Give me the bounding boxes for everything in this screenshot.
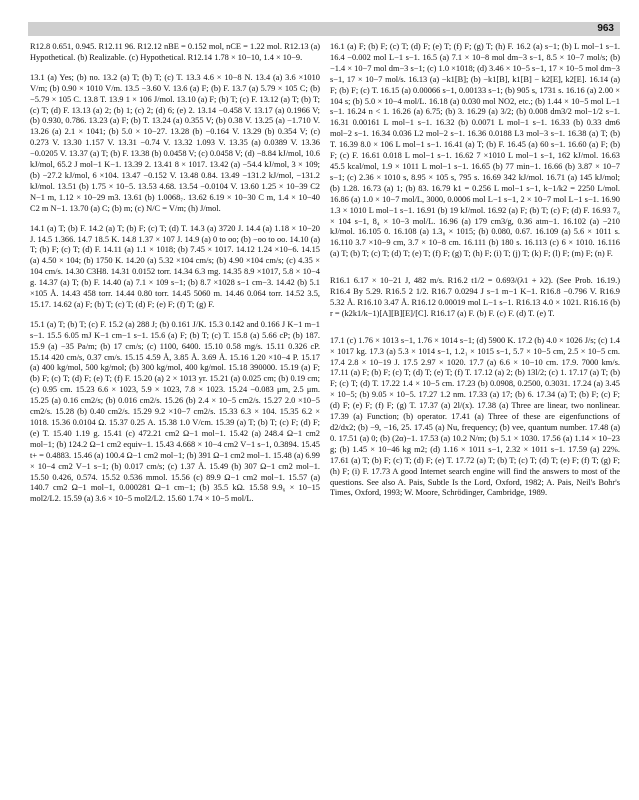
answers-chapter-16: 16.1 (a) F; (b) F; (c) T; (d) F; (e) T; (f) F; (g) T; (h) F. 16.2 (a) s−1; (b) L mol−1 s−1. 16.4 −0.002 mol L−1 s−1. 16.5 (a) 7.1 × 10−8 mol dm−3 s−1, 8.5 × 10−7 mol/s; (b) −1.4 × 10−7 mol dm−3 s−1; (c) 1.0 ×1018; (d) 3.46 × 10−5 s−1, 17 × 10−5 mol dm−3 s−1, 17 × 10−7 mol/s. 16.13 (a) −k1[B]; (b) −k1[B], k1[B] − k2[E], k2[E]. 16.14 (a) F; (b) F; (c) T. 16.15 (a) 0.00066 s−1, 0.00133 s−1; (b) 905 s, 1731 s. 16.16 (a) 2.00 × 104 s; (b) 5.0 × 10−4 mol/L. 16.18 (a) 0.030 mol NO2, etc.; (b) 1.44 × 10−5 mol L−1 s−1. 16.24 n < 1. 16.26 (a) 6.75; (b) 3. 16.29 (a) 3/2; (b) 0.008 dm3/2 mol−1/2 s−1. 16.31 0.00161 L mol−1 s−1. 16.32 (b) 0.0071 L mol−1 s−1. 16.33 (b) 0.33 dm6 mol−2 s−1. 16.34 0.036 L2 mol−2 s−1. 16.36 0.0188 L3 mol−3 s−1. 16.38 (a) T; (b) T. 16.39 8.0 × 106 L mol−1 s−1. 16.41 (a) T; (b) F. 16.45 (a) 60 s−1. 16.60 (a) F; (b) F; (c) F. 16.61 0.018 L mol−1 s−1. 16.62 7 ×1010 L mol−1 s−1, 162 kJ/mol. 16.63 45.5 kcal/mol, 1.9 × 1011 L mol−1 s−1. 16.65 (b) 77 min−1. 16.66 (b) 3.87 × 10−7 s−1; (c) 2.36 × 1010 s, 8.95 × 105 s, 795 s. 16.69 342 kJ/mol. 16.71 (a) 145 kJ/mol; (b) 1.28. 16.73 (a) 1; (b) 83. 16.79 k1 = 0.256 L mol−1 s−1, k−1/k2 = 2250 L/mol. 16.86 (a) 1.0 × 10−7 mol/L, 3000, 0.0006 mol L−1 s−1, 2 × 10−7 mol L−1 s−1. 16.90 1.3 × 1010 L mol−1 s−1. 16.91 (b) 19 kJ/mol. 16.92 (a) F; (b) T; (c) F; (d) F. 16.93 7₆ × 104 s−1, 8₄ × 10−3 mol/L. 16.96 (a) 179 cm3/g, 0.36 atm−1. 16.102 (a) −210 kJ/mol. 16.105 0. 16.108 (a) 1.3₈ × 1015; (b) 0.080, 0.67. 16.109 (a) 5.6 × 1011 s. 16.110 3.7 ×10−9 cm, 3.7 × 10−8 cm. 16.111 (b) 180 s. 16.113 (c) 6 × 1010. 16.116 (a) T; (b) T; (c) T; (d) T; (e) T; (f) F; (g) T; (h) F; (i) T; (j) T; (k) F; (l) F; (m) F; (n) F.: [330, 42, 620, 259]
answers-chapter-14: 14.1 (a) T; (b) F. 14.2 (a) T; (b) F; (c) T; (d) T. 14.3 (a) 3720 J. 14.4 (a) 1.18 × 10−20 J. 14.5 1.366. 14.7 18.5 K. 14.8 1.37 × 107 J. 14.9 (a) 0 to oo; (b) −oo to oo. 14.10 (a) T; (b) F; (c) T; (d) F. 14.11 (a) 1.1 × 1018; (b) 7.45 × 1017. 14.12 1.24 ×10−6. 14.15 (a) 4.50 × 104; (b) 1750 K. 14.20 (a) 5.32 ×104 cm/s; (b) 4.90 ×104 cm/s; (c) 4.35 × 104 cm/s. 14.30 C3H8. 14.31 0.0152 torr. 14.34 6.3 mg. 14.35 8.9 ×1017, 5.8 × 10−4 g. 14.37 (a) T; (b) F. 14.40 (a) 7.1 × 109 s−1; (b) 8.7 ×1028 s−1 cm−3. 14.42 (b) 5.1 ×105 Å. 14.43 458 torr. 14.44 0.80 torr. 14.45 5060 m. 14.46 0.064 torr. 14.52 3.5, 15.17. 14.62 (a) F; (b) T; (c) T; (d) F; (e) F; (f) T; (g) F.: [30, 223, 320, 309]
left-answer-column: [30, 42, 320, 505]
answers-review-12: R12.8 0.651, 0.945. R12.11 96. R12.12 nBE = 0.152 mol, nCE = 1.22 mol. R12.13 (a) Hypothetical. (b) Realizable. (c) Hypothetical. R12.14 1.78 × 10−10, 1.4 × 10−9.: [30, 42, 320, 62]
spacer: [30, 311, 320, 320]
answers-chapter-13: 13.1 (a) Yes; (b) no. 13.2 (a) T; (b) T; (c) T. 13.3 4.6 × 10−8 N. 13.4 (a) 3.6 ×1010 V/m; (b) 0.90 × 1010 V/m. 13.5 −3.60 V. 13.6 (a) F; (b) F. 13.7 (a) 5.79 × 105 C; (b) −5.79 × 105 C. 13.8 T. 13.9 1 × 106 J/mol. 13.10 (a) F; (b) T; (c) F. 13.12 (a) T; (b) T; (c) T; (d) F. 13.13 (a) 2; (b) 1; (c) 2; (d) 6; (e) 2. 13.14 −0.458 V. 13.17 (a) 0.1966 V; (b) 0.930, 0.786. 13.23 (a) F; (b) T. 13.24 (a) 0.355 V; (b) 0.38 V. 13.25 (a) −1.710 V. 13.26 (a) 2.1 × 1041; (b) 5.0 × 10−27. 13.28 (b) −0.164 V. 13.29 (b) 0.354 V; (c) 0.273 V. 13.30 1.157 V. 13.31 −0.74 V. 13.32 1.093 V. 13.35 (a) 0.0389 V. 13.36 −0.0205 V. 13.37 (a) T; (b) F. 13.38 (b) 0.0458 V; (c) 0.0458 V; (d) −8.84 kJ/mol, 10.6 kJ/mol, 65.2 J mol−1 K−1. 13.39 2. 13.41 8 × 1017. 13.42 (a) −54.4 kJ/mol, 3 × 109; (b) −27.2 kJ/mol, 6 ×104. 13.47 −0.152 V. 13.48 0.84. 13.49 −131.2 kJ/mol, −131.2 kJ/mol. 13.51 (b) 1.75 × 10−5. 13.53 4.68. 13.54 −0.0104 V. 13.60 1.25 × 10−39 C2 N−1 m, 1.12 × 10−29 m3. 13.61 (b) 1.0068₇. 13.62 6.19 × 10−30 C m, 1.4 × 10−40 C2 m N−1. 13.70 (a) C; (b) m; (c) N/C = V/m; (h) J/mol.: [30, 72, 320, 213]
answers-review-16: R16.1 6.17 × 10−21 J, 482 m/s. R16.2 t1/2 = 0.693/(λ1 + λ2). (See Prob. 16.19.) R16.4 By 5.29. R16.5 2 1/2. R16.7 0.0294 J s−1 m−1 K−1. R16.8 −0.796 V. R16.9 5.32 Å. R16.10 3.47 Å. R16.12 0.00019 mol L−1 s−1. R16.13 4.0 × 1021. R16.16 (b) r = (k2k1/k−1)[A][B][E]/[C]. R16.17 (a) F. (b) F. (c) F. (d) T. (e) T.: [330, 276, 620, 318]
spacer: [330, 260, 620, 276]
answers-chapter-17: 17.1 (c) 1.76 × 1013 s−1, 1.76 × 1014 s−1; (d) 5900 K. 17.2 (b) 4.0 × 1026 J/s; (c) 1.4 × 1017 kg. 17.3 (a) 5.3 × 1014 s−1, 1.2₁ × 1015 s−1, 5.7 × 10−5 cm, 2.5 × 10−5 cm. 17.4 2.8 × 10−19 J. 17.5 2.97 × 1020. 17.7 (a) 6.6 × 10−10 cm. 17.9. 7000 km/s. 17.11 (a) F; (b) F; (c) T; (d) T; (e) T; (f) T. 17.12 (a) 2; (b) 13l/2; (c) 1. 17.17 (a) T; (b) F; (c) T; (d) T. 17.22 1.4 × 10−5 cm. 17.23 (b) 0.0908, 0.2500, 0.3031. 17.24 (a) 3.45 × 10−5; (b) 9.05 × 10−5. 17.27 1.2 nm. 17.33 (a) 17; (b) 6. 17.34 (a) T; (b) F; (c) F; (d) F; (e) F; (f) F; (g) T. 17.37 (a) 2l/(x). 17.38 (a) Three are linear, two nonlinear. 17.39 (a) Function; (b) operator. 17.41 (a) Three of these are eigenfunctions of d2/dx2; (b) −9, −16, 25. 17.45 (a) Nu, frequency; (b) vee, quantum number. 17.48 (a) 0. 17.51 (a) 0; (b) (2α)−1. 17.53 (a) 10.2 N/m; (b) 5.1 × 1030. 17.56 (a) 1.14 × 10−23 g; (b) 1.45 × 10−46 kg m2; (d) 1.16 × 1011 s−1, 2.32 × 1011 s−1. 17.59 (a) 22%. 17.61 (a) T; (b) F; (c) T; (d) F; (e) T. 17.72 (a) T; (b) T; (c) T; (d) T; (e) F; (f) T; (g) F; (h) F; (i) F. 17.73 A good Internet search engine will find the answers to most of the questions. See also A. Pais, Subtle Is the Lord, Oxford, 1982; A. Pais, Neil's Bohr's Times, Oxford, 1993; W. Moore, Schrödinger, Cambridge, 1989.: [330, 335, 620, 498]
right-answer-column: [330, 42, 620, 499]
spacer: [330, 320, 620, 336]
page-header-bar: [28, 22, 620, 36]
spacer: [30, 215, 320, 224]
spacer: [30, 64, 320, 73]
page-number: 963: [597, 23, 614, 34]
answers-chapter-15: 15.1 (a) T; (b) T; (c) F. 15.2 (a) 288 J; (b) 0.161 J/K. 15.3 0.142 and 0.166 J K−1 m−1 s−1. 15.5 6.05 mJ K−1 cm−1 s−1. 15.6 (a) F; (b) T; (c) T. 15.8 (a) 5.66 cP; (b) 187. 15.9 (a) −35 Pa/m; (b) 17 cm/s; (c) 1100, 6400. 15.10 0.58 mg/s. 15.11 0.326 cP. 15.14 420 cm/s, 0.37 cm/s. 15.15 4.59 Å, 3.85 Å. 3.69 Å. 15.16 1.20 ×10−4 P. 15.17 (a) 400 kg/mol, 500 kg/mol; (b) 300 kg/mol, 400 kg/mol. 15.18 390000. 15.19 (a) F; (b) F; (c) T; (d) F; (e) T; (f) F. 15.20 (a) 2 × 1013 yr. 15.21 (a) 0.025 cm; (b) 0.19 cm; (c) 0.95 cm. 15.23 6.6 × 1023, 5.9 × 1023, 7.8 × 1023. 15.24 −0.083 μm, 2.5 μm. 15.25 (a) 0.16 cm2/s; (b) 0.016 cm2/s. 15.26 (b) 2.4 × 10−5 cm2/s. 15.27 2.0 ×10−5 cm2/s. 15.28 (b) 0.40 cm2/s. 15.29 9.2 ×10−7 cm2/s. 15.33 6.3 × 104. 15.35 6.2 × 1018. 15.36 0.0104 Ω. 15.37 0.25 A. 15.38 1.0 V/cm. 15.39 (a) T; (b) T; (c) F; (d) F; (e) T. 15.40 1.19 g. 15.41 (c) 472.21 cm2 Ω−1 mol−1. 15.42 (a) 248.4 Ω−1 cm2 mol−1; (b) 124.2 Ω−1 cm2 equiv−1. 15.43 4.668 × 10−4 cm2 V−1 s−1, 0.3894. 15.45 t+ = 0.4883. 15.46 (a) 100.4 Ω−1 cm2 mol−1; (b) 391 Ω−1 cm2 mol−1. 15.48 (a) 6.99 × 10−4 cm2 V−1 s−1; (b) 0.017 cm/s; (c) 1.37 Å. 15.49 (b) 307 Ω−1 cm2 mol−1. 15.50 0.426, 0.574. 15.52 0.536 mmol. 15.56 (c) 89.9 Ω−1 cm2 mol−1. 15.57 (a) 140.7 cm2 Ω−1 mol−1, 0.000281 Ω−1 cm−1; (b) 35.5 kΩ. 15.58 9.9₆ × 10−15 mol2/L2. 15.59 (a) 3.6 × 10−5 mol2/L2. 15.60 1.74 × 10−5 mol/L.: [30, 319, 320, 504]
